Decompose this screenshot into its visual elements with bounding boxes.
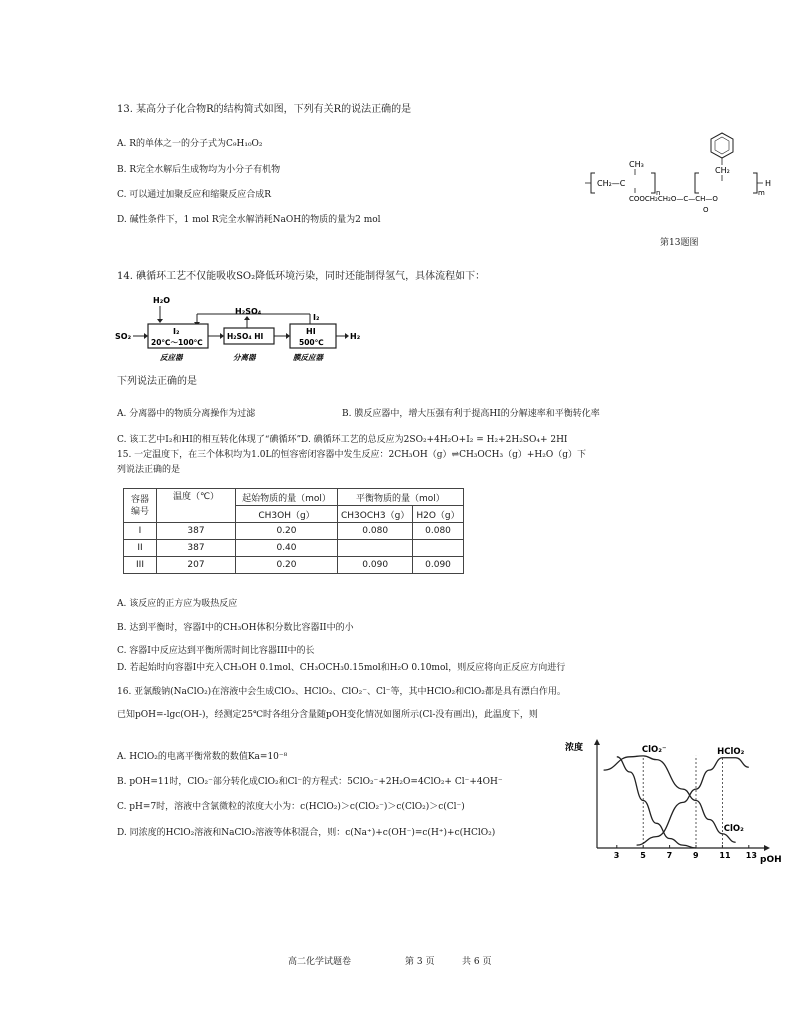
q16-option-b: B. pOH=11时，ClO₂⁻部分转化成ClO₂和Cl⁻的方程式：5ClO₂⁻+2H₂O=4ClO₂+ Cl⁻+4OH⁻ (117, 777, 503, 787)
methyl-label: CH₃ (629, 160, 644, 169)
cell-temp: 207 (157, 557, 236, 574)
q14-stem: 14. 碘循环工艺不仅能吸收SO₂降低环境污染，同时还能制得氢气，具体流程如下： (117, 271, 486, 282)
header-h2o: H2O（g） (413, 506, 463, 523)
table-row (124, 557, 464, 574)
x-axis-arrow (764, 845, 770, 851)
q14-flow-diagram (115, 292, 365, 372)
cell-ch3oh: 0.40 (236, 540, 338, 557)
header-ch3oh: CH3OH（g） (236, 506, 338, 523)
cell-id: II (124, 540, 157, 557)
q13-stem: 13. 某高分子化合物R的结构简式如图，下列有关R的说法正确的是 (117, 104, 412, 115)
series-label-clo2-minus: ClO₂⁻ (641, 744, 667, 755)
q15-stem-line1: 15. 一定温度下，在三个体积均为1.0L的恒容密闭容器中发生反应：2CH₃OH（g）⇌CH₃OCH₃（g）+H₂O（g）下 (117, 450, 587, 460)
q13-structure-figure (585, 125, 785, 215)
membrane-caption: 膜反应器 (293, 353, 323, 362)
x-tick-label: 5 (640, 851, 646, 860)
cell-ch3oh: 0.20 (236, 557, 338, 574)
cell-ch3och3: 0.090 (338, 557, 413, 574)
x-axis-label: pOH (760, 855, 782, 865)
x-tick-label: 13 (745, 851, 757, 860)
main-chain-label: CH₂—C (597, 179, 626, 188)
ester-chain-label: COOCH₂CH₂O—C—CH—O (629, 195, 718, 203)
q14-option-cd: C. 该工艺中I₂和HI的相互转化体现了“碘循环”D. 碘循环工艺的总反应为2SO₂+4H₂O+I₂ = H₂+2H₂SO₄+ 2HI (117, 435, 568, 445)
series-label-clo2: ClO₂ (723, 823, 744, 834)
q16-concentration-chart (565, 738, 780, 868)
cell-ch3och3 (338, 540, 413, 557)
q13-option-b: B. R完全水解后生成物均为小分子有机物 (117, 165, 281, 175)
header-container-1: 容器 (130, 494, 149, 505)
h2-output-label: H₂ (350, 332, 361, 341)
cell-ch3oh: 0.20 (236, 523, 338, 540)
y-axis-label: 浓度 (565, 743, 584, 753)
cell-id: III (124, 557, 157, 574)
footer-page-total: 共 6 页 (462, 957, 492, 967)
so2-input-label: SO₂ (115, 332, 132, 341)
header-temp: 温度（℃） (157, 489, 236, 523)
membrane-hi-label: HI (306, 327, 316, 336)
q15-data-table (123, 488, 464, 574)
q16-option-c: C. pH=7时，溶液中含氯微粒的浓度大小为：c(HClO₂)＞c(ClO₂⁻)＞c(ClO₂)＞c(Cl⁻) (117, 802, 465, 812)
q13-option-a: A. R的单体之一的分子式为C₉H₁₀O₂ (117, 139, 263, 149)
q16-option-a: A. HClO₂的电离平衡常数的数值Ka=10⁻⁸ (117, 752, 288, 762)
q14-option-b: B. 膜反应器中，增大压强有利于提高HI的分解速率和平衡转化率 (342, 409, 600, 419)
separator-caption: 分离器 (233, 353, 256, 362)
q14-prompt: 下列说法正确的是 (117, 376, 197, 387)
h2o-label: H₂O (153, 296, 170, 305)
x-tick-label: 11 (719, 851, 731, 860)
cell-h2o: 0.080 (413, 523, 463, 540)
table-row (124, 523, 464, 540)
reactor-caption: 反应器 (160, 353, 183, 362)
benzyl-ch2-label: CH₂ (715, 166, 730, 175)
separator-content-label: H₂SO₄ HI (227, 332, 264, 341)
q16-stem-line2: 已知pOH=-lgc(OH-)，经测定25℃时各组分含量随pOH变化情况如图所示(Cl-没有画出)，此温度下，则 (117, 710, 538, 720)
cell-id: I (124, 523, 157, 540)
reactor-temp-label: 20℃～100℃ (151, 338, 203, 347)
table-header-row (124, 489, 464, 506)
q15-option-a: A. 该反应的正方应为吸热反应 (117, 599, 238, 609)
i2-recycle-label: I₂ (313, 313, 320, 322)
q13-option-c: C. 可以通过加聚反应和缩聚反应合成R (117, 190, 272, 200)
h2so4-out-label: H₂SO₄ (235, 307, 262, 316)
q13-figure-caption: 第13题图 (660, 238, 699, 248)
terminal-h-label: H (765, 179, 772, 188)
header-start-amount: 起始物质的量（mol） (236, 489, 338, 506)
y-axis-arrow (594, 739, 600, 745)
membrane-temp-label: 500℃ (299, 338, 324, 347)
q15-option-c: C. 容器I中反应达到平衡所需时间比容器III中的长 (117, 646, 315, 656)
cell-temp: 387 (157, 523, 236, 540)
carbonyl-o-label: O (703, 206, 709, 214)
q13-option-d: D. 碱性条件下，1 mol R完全水解消耗NaOH的物质的量为2 mol (117, 215, 381, 225)
q15-stem-line2: 列说法正确的是 (117, 465, 181, 475)
series-line-0 (604, 756, 736, 842)
reactor-i2-label: I₂ (173, 327, 180, 336)
q16-option-d: D. 同浓度的HClO₂溶液和NaClO₂溶液等体积混合，则：c(Na⁺)+c(OH⁻)=c(H⁺)+c(HClO₂) (117, 828, 496, 838)
x-tick-label: 3 (613, 851, 620, 860)
x-tick-label: 7 (666, 851, 673, 860)
q16-stem-line1: 16. 亚氯酸钠(NaClO₂)在溶液中会生成ClO₂、HClO₂、ClO₂⁻、Cl⁻等，其中HClO₂和ClO₂都是具有漂白作用。 (117, 687, 566, 697)
x-tick-label: 9 (693, 851, 699, 860)
footer-page-number: 第 3 页 (405, 957, 435, 967)
cell-ch3och3: 0.080 (338, 523, 413, 540)
cell-temp: 387 (157, 540, 236, 557)
series-label-hclo2: HClO₂ (717, 746, 745, 757)
q14-option-a: A. 分离器中的物质分离操作为过滤 (117, 409, 256, 419)
footer-subject: 高二化学试题卷 (288, 957, 352, 967)
q15-option-d: D. 若起始时向容器I中充入CH₃OH 0.1mol、CH₃OCH₃0.15mol和H₂O 0.10mol，则反应将向正反应方向进行 (117, 663, 566, 673)
header-ch3och3: CH3OCH3（g） (338, 506, 413, 523)
cell-h2o (413, 540, 463, 557)
header-eq-amount: 平衡物质的量（mol） (338, 489, 464, 506)
index-n-label: n (656, 189, 661, 197)
index-m-label: m (758, 189, 765, 197)
table-row (124, 540, 464, 557)
q15-option-b: B. 达到平衡时，容器I中的CH₃OH体积分数比容器II中的小 (117, 623, 354, 633)
header-container-2: 编号 (130, 506, 149, 517)
cell-h2o: 0.090 (413, 557, 463, 574)
